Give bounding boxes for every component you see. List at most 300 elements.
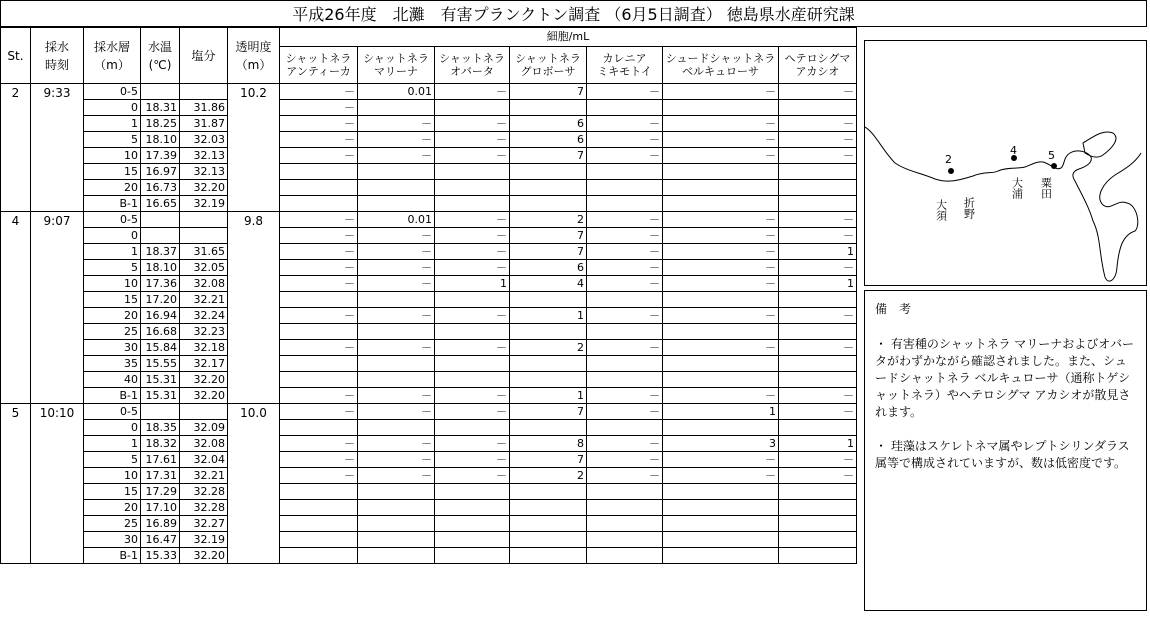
salinity: 32.04	[180, 452, 228, 468]
cell-count: 0.01	[358, 84, 435, 100]
cell-count: －	[358, 340, 435, 356]
cell-count	[779, 516, 857, 532]
cell-count: －	[280, 260, 358, 276]
table-row	[1, 420, 857, 436]
cell-count: 3	[663, 436, 779, 452]
cell-count	[435, 292, 510, 308]
cell-count	[280, 196, 358, 212]
cell-count	[587, 196, 663, 212]
cell-count: －	[779, 228, 857, 244]
water-temp: 16.73	[141, 180, 180, 196]
header-st: St.	[1, 28, 31, 84]
cell-count	[663, 484, 779, 500]
cell-count: －	[280, 452, 358, 468]
cell-count: －	[663, 244, 779, 260]
cell-count: －	[587, 84, 663, 100]
table-row	[1, 548, 857, 564]
cell-count: －	[358, 452, 435, 468]
cell-count: －	[587, 452, 663, 468]
station-number: 4	[1, 212, 31, 404]
sampling-depth: 1	[84, 436, 141, 452]
header-line: 採水	[44, 39, 69, 54]
salinity	[180, 404, 228, 420]
water-temp: 15.84	[141, 340, 180, 356]
cell-count: －	[663, 132, 779, 148]
station-number: 5	[1, 404, 31, 564]
cell-count	[510, 196, 587, 212]
cell-count: －	[280, 228, 358, 244]
cell-count: －	[358, 260, 435, 276]
cell-count: 7	[510, 148, 587, 164]
cell-count	[358, 420, 435, 436]
cell-count: －	[587, 260, 663, 276]
cell-count	[280, 324, 358, 340]
cell-count	[280, 516, 358, 532]
transparency: 9.8	[228, 212, 280, 404]
salinity: 32.13	[180, 148, 228, 164]
cell-count: 7	[510, 404, 587, 420]
table-row	[1, 116, 857, 132]
cell-count: －	[435, 244, 510, 260]
cell-count	[435, 180, 510, 196]
sampling-depth: 30	[84, 532, 141, 548]
cell-count: －	[280, 436, 358, 452]
cell-count: －	[280, 116, 358, 132]
sampling-depth: 10	[84, 148, 141, 164]
cell-count	[779, 292, 857, 308]
sampling-depth: 15	[84, 484, 141, 500]
header-line: 時刻	[44, 57, 69, 72]
station-5-label: 5	[1048, 149, 1055, 162]
cell-count	[587, 532, 663, 548]
cell-count: 8	[510, 436, 587, 452]
cell-count: －	[663, 116, 779, 132]
cell-count: －	[280, 244, 358, 260]
table-row	[1, 180, 857, 196]
table-row	[1, 484, 857, 500]
cell-count: 1	[779, 276, 857, 292]
header-line: 採水層	[93, 39, 130, 54]
species-header	[779, 47, 857, 84]
cell-count	[280, 164, 358, 180]
cell-count	[587, 324, 663, 340]
cell-count	[779, 196, 857, 212]
cell-count	[435, 500, 510, 516]
species-header	[280, 47, 358, 84]
cell-count: －	[435, 468, 510, 484]
sampling-depth: 25	[84, 324, 141, 340]
species-header	[358, 47, 435, 84]
cell-count	[587, 356, 663, 372]
water-temp: 15.31	[141, 388, 180, 404]
cell-count	[435, 100, 510, 116]
cell-count: －	[358, 148, 435, 164]
header-temp	[141, 28, 180, 84]
header-line: グロボーサ	[520, 65, 576, 78]
cell-count: －	[587, 276, 663, 292]
header-line: シャットネラ	[439, 52, 505, 65]
water-temp: 18.10	[141, 260, 180, 276]
cell-count	[587, 292, 663, 308]
header-row	[1, 28, 857, 47]
cell-count	[358, 516, 435, 532]
cell-count: 6	[510, 132, 587, 148]
water-temp: 18.25	[141, 116, 180, 132]
cell-count	[663, 164, 779, 180]
table-row	[1, 164, 857, 180]
cell-count: －	[587, 308, 663, 324]
sampling-depth: 25	[84, 516, 141, 532]
cell-count: －	[663, 468, 779, 484]
header-line: （m）	[94, 57, 130, 72]
water-temp: 18.35	[141, 420, 180, 436]
header-line: シュードシャットネラ	[665, 52, 776, 65]
place-ourа: 大浦	[1010, 177, 1024, 199]
header-line: 透明度	[235, 39, 272, 54]
cell-count	[587, 372, 663, 388]
header-line: ミキモトイ	[597, 65, 652, 78]
table-row	[1, 356, 857, 372]
water-temp: 15.55	[141, 356, 180, 372]
cell-count	[779, 324, 857, 340]
cell-count	[587, 180, 663, 196]
cell-count	[435, 356, 510, 372]
table-row	[1, 404, 857, 420]
cell-count	[779, 532, 857, 548]
salinity: 32.24	[180, 308, 228, 324]
sampling-depth: 15	[84, 164, 141, 180]
salinity: 32.21	[180, 292, 228, 308]
cell-count: 1	[435, 276, 510, 292]
cell-count: －	[280, 404, 358, 420]
cell-count	[435, 324, 510, 340]
cell-count: －	[779, 84, 857, 100]
place-osu: 大須	[934, 199, 948, 221]
header-layer	[84, 28, 141, 84]
sampling-depth: 0	[84, 228, 141, 244]
cell-count: －	[280, 212, 358, 228]
cell-count: －	[587, 116, 663, 132]
cell-count	[779, 500, 857, 516]
cell-count: －	[663, 228, 779, 244]
cell-count	[587, 516, 663, 532]
cell-count: －	[663, 276, 779, 292]
cell-count	[510, 356, 587, 372]
cell-count	[663, 500, 779, 516]
cell-count	[663, 180, 779, 196]
cell-count	[510, 484, 587, 500]
salinity: 32.28	[180, 484, 228, 500]
cell-count: －	[280, 388, 358, 404]
table-row	[1, 324, 857, 340]
salinity: 32.20	[180, 180, 228, 196]
water-temp: 17.39	[141, 148, 180, 164]
cell-count	[587, 484, 663, 500]
cell-count: 1	[779, 244, 857, 260]
cell-count	[280, 420, 358, 436]
cell-count: 2	[510, 468, 587, 484]
cell-count: －	[280, 148, 358, 164]
cell-count	[587, 548, 663, 564]
cell-count: －	[779, 132, 857, 148]
header-line: アカシオ	[795, 65, 840, 78]
water-temp	[141, 212, 180, 228]
header-line: カレニア	[602, 52, 647, 65]
cell-count	[510, 420, 587, 436]
header-line: (℃)	[148, 57, 172, 72]
salinity: 32.27	[180, 516, 228, 532]
cell-count	[280, 356, 358, 372]
cell-count	[779, 100, 857, 116]
species-header	[510, 47, 587, 84]
cell-count: 6	[510, 116, 587, 132]
table-row	[1, 516, 857, 532]
cell-count: －	[779, 212, 857, 228]
sampling-depth: 15	[84, 292, 141, 308]
cell-count: －	[435, 260, 510, 276]
cell-count	[358, 484, 435, 500]
table-row	[1, 196, 857, 212]
cell-count: 1	[779, 436, 857, 452]
cell-count: －	[663, 148, 779, 164]
cell-count: 2	[510, 340, 587, 356]
cell-count: －	[435, 308, 510, 324]
table-row	[1, 452, 857, 468]
salinity: 32.17	[180, 356, 228, 372]
table-row	[1, 468, 857, 484]
header-line: ベルキュローサ	[682, 65, 759, 78]
cell-count	[663, 292, 779, 308]
cell-count: －	[587, 388, 663, 404]
salinity: 32.19	[180, 532, 228, 548]
cell-count: 1	[510, 388, 587, 404]
header-salinity: 塩分	[180, 28, 228, 84]
cell-count: 2	[510, 212, 587, 228]
cell-count	[280, 548, 358, 564]
cell-count: －	[435, 436, 510, 452]
cell-count	[587, 500, 663, 516]
cell-count: －	[779, 452, 857, 468]
salinity: 32.23	[180, 324, 228, 340]
cell-count	[510, 180, 587, 196]
cell-count: －	[435, 212, 510, 228]
cell-count: －	[779, 388, 857, 404]
cell-count: －	[663, 212, 779, 228]
salinity	[180, 212, 228, 228]
cell-count: －	[663, 84, 779, 100]
sampling-time: 10:10	[31, 404, 84, 564]
cell-count: －	[779, 260, 857, 276]
cell-count: －	[280, 340, 358, 356]
cell-count	[663, 548, 779, 564]
header-line: アンティーカ	[286, 65, 351, 78]
water-temp: 17.10	[141, 500, 180, 516]
water-temp: 16.97	[141, 164, 180, 180]
cell-count: －	[779, 404, 857, 420]
cell-count	[358, 180, 435, 196]
header-line: マリーナ	[374, 65, 418, 78]
cell-count	[510, 292, 587, 308]
salinity: 31.87	[180, 116, 228, 132]
cell-count: －	[358, 228, 435, 244]
cell-count	[779, 548, 857, 564]
cell-count: －	[435, 116, 510, 132]
remarks-box	[864, 290, 1147, 611]
water-temp: 17.20	[141, 292, 180, 308]
salinity: 31.65	[180, 244, 228, 260]
sampling-depth: 1	[84, 116, 141, 132]
species-header	[587, 47, 663, 84]
transparency: 10.2	[228, 84, 280, 212]
sampling-depth: B-1	[84, 196, 141, 212]
table-row	[1, 500, 857, 516]
sampling-depth: 0-5	[84, 84, 141, 100]
header-time	[31, 28, 84, 84]
cell-count: －	[435, 84, 510, 100]
cell-count: －	[280, 308, 358, 324]
header-line: 水温	[147, 39, 172, 54]
cell-count	[510, 516, 587, 532]
cell-count	[510, 500, 587, 516]
cell-count: －	[435, 228, 510, 244]
table-row	[1, 292, 857, 308]
cell-count: 7	[510, 228, 587, 244]
cell-count	[280, 500, 358, 516]
cell-count: －	[358, 276, 435, 292]
cell-count	[358, 292, 435, 308]
place-orino: 折野	[962, 197, 976, 219]
sampling-time: 9:07	[31, 212, 84, 404]
salinity: 32.09	[180, 420, 228, 436]
cell-count	[358, 500, 435, 516]
station-4-label: 4	[1010, 144, 1017, 157]
sampling-depth: 10	[84, 468, 141, 484]
table-row	[1, 212, 857, 228]
remarks-paragraph: ・ 珪藻はスケレトネマ属やレプトシリンダラス属等で構成されていますが、数は低密度です。	[875, 439, 1130, 470]
cell-count	[435, 548, 510, 564]
salinity	[180, 84, 228, 100]
water-temp: 16.68	[141, 324, 180, 340]
cell-count: 6	[510, 260, 587, 276]
water-temp: 16.65	[141, 196, 180, 212]
station-number: 2	[1, 84, 31, 212]
cell-count: －	[435, 340, 510, 356]
cell-count: 7	[510, 244, 587, 260]
sampling-time: 9:33	[31, 84, 84, 212]
header-cells-group: 細胞/mL	[280, 28, 857, 47]
sampling-depth: 0-5	[84, 212, 141, 228]
cell-count	[280, 532, 358, 548]
water-temp: 17.29	[141, 484, 180, 500]
salinity: 32.21	[180, 468, 228, 484]
sampling-depth: 5	[84, 452, 141, 468]
water-temp: 18.31	[141, 100, 180, 116]
sampling-depth: 0	[84, 100, 141, 116]
cell-count: －	[280, 468, 358, 484]
cell-count: －	[358, 116, 435, 132]
header-line: シャットネラ	[363, 52, 429, 65]
cell-count	[663, 100, 779, 116]
sampling-depth: 5	[84, 260, 141, 276]
cell-count	[779, 372, 857, 388]
cell-count: －	[435, 148, 510, 164]
water-temp: 18.37	[141, 244, 180, 260]
cell-count: 0.01	[358, 212, 435, 228]
cell-count: 1	[663, 404, 779, 420]
cell-count: －	[663, 308, 779, 324]
salinity: 31.86	[180, 100, 228, 116]
sampling-depth: 0	[84, 420, 141, 436]
table-row	[1, 84, 857, 100]
salinity: 32.28	[180, 500, 228, 516]
salinity: 32.05	[180, 260, 228, 276]
cell-count	[280, 292, 358, 308]
cell-count: －	[358, 132, 435, 148]
cell-count: －	[435, 132, 510, 148]
cell-count: －	[587, 148, 663, 164]
table-row	[1, 244, 857, 260]
table-row	[1, 532, 857, 548]
cell-count	[435, 420, 510, 436]
transparency: 10.0	[228, 404, 280, 564]
cell-count: －	[587, 132, 663, 148]
cell-count: －	[779, 340, 857, 356]
cell-count: －	[358, 436, 435, 452]
cell-count: －	[280, 132, 358, 148]
cell-count	[435, 372, 510, 388]
table-row	[1, 260, 857, 276]
cell-count	[510, 532, 587, 548]
place-awata: 粟田	[1039, 177, 1053, 199]
table-row	[1, 372, 857, 388]
cell-count	[510, 100, 587, 116]
header-line: （m）	[235, 57, 272, 72]
cell-count	[280, 372, 358, 388]
cell-count: －	[663, 340, 779, 356]
remarks-paragraph: ・ 有害種のシャットネラ マリーナおよびオバータがわずかながら確認されました。また、シュードシャットネラ ベルキュローサ（通称トゲシャットネラ）やヘテロシグマ アカシオが散見されます。	[875, 337, 1135, 419]
cell-count	[358, 356, 435, 372]
salinity: 32.20	[180, 388, 228, 404]
sampling-depth: 1	[84, 244, 141, 260]
table-row	[1, 340, 857, 356]
water-temp: 16.94	[141, 308, 180, 324]
water-temp: 17.31	[141, 468, 180, 484]
cell-count	[587, 164, 663, 180]
cell-count	[358, 100, 435, 116]
salinity: 32.03	[180, 132, 228, 148]
header-line: シャットネラ	[515, 52, 581, 65]
cell-count: 1	[510, 308, 587, 324]
salinity: 32.19	[180, 196, 228, 212]
header-line: ヘテロシグマ	[784, 52, 851, 65]
sampling-depth: 10	[84, 276, 141, 292]
cell-count: －	[435, 404, 510, 420]
salinity: 32.08	[180, 436, 228, 452]
cell-count: －	[358, 244, 435, 260]
cell-count	[779, 164, 857, 180]
cell-count	[663, 516, 779, 532]
header-line: シャットネラ	[285, 52, 352, 65]
salinity: 32.18	[180, 340, 228, 356]
table-row	[1, 388, 857, 404]
cell-count: －	[358, 308, 435, 324]
cell-count: －	[587, 404, 663, 420]
salinity: 32.13	[180, 164, 228, 180]
water-temp	[141, 84, 180, 100]
sampling-depth: 20	[84, 180, 141, 196]
cell-count	[663, 372, 779, 388]
cell-count: －	[280, 276, 358, 292]
